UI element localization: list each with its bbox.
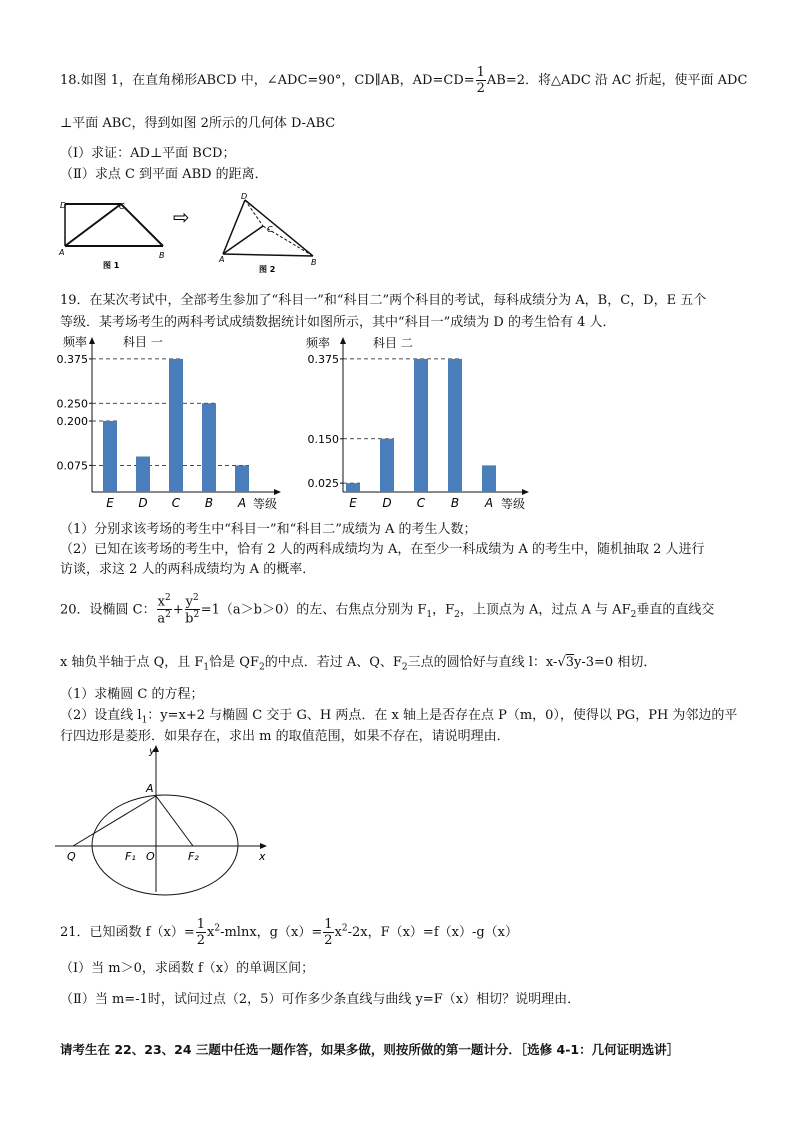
- x-tick-label-A: A: [237, 496, 247, 510]
- bar-A: [482, 465, 496, 492]
- fraction-y2-b2: $\frac{y^2}{b^2}$: [185, 593, 200, 627]
- fig2-label-B: B: [311, 258, 317, 267]
- sqrt-symbol: √3: [557, 655, 575, 670]
- q18-part1: （Ⅰ）求证：AD⊥平面 BCD；: [60, 146, 236, 161]
- point-label-O: O: [146, 850, 155, 863]
- fig1-label-B: B: [159, 251, 165, 260]
- bar-A: [235, 465, 249, 492]
- point-label-Q: Q: [67, 850, 76, 863]
- point-label-F2: F₂: [188, 850, 199, 863]
- chart2-title: 科目 二: [373, 336, 413, 350]
- y-tick-label: 0.200: [56, 415, 88, 428]
- x-tick-label-C: C: [171, 496, 181, 510]
- x-tick-label-B: B: [450, 496, 460, 510]
- q18-part2: （Ⅱ）求点 C 到平面 ABD 的距离．: [60, 167, 268, 182]
- arrow-icon: ⇨: [173, 205, 190, 229]
- bar-D: [380, 439, 394, 492]
- x-tick-label-C: C: [416, 496, 426, 510]
- q19-part2a: （2）已知在该考场的考生中，恰有 2 人的两科成绩均为 A，在至少一科成绩为 A 的考生中，随机抽取 2 人进行: [60, 542, 705, 557]
- chart2-xlabel: 等级: [501, 497, 526, 511]
- chart1-title: 科目 一: [123, 335, 163, 349]
- axis-label-y: y: [149, 746, 155, 757]
- fig2-label-A: A: [219, 255, 225, 264]
- figure-2: [218, 192, 317, 274]
- q20-line2: x 轴负半轴于点 Q，且 $F_1$恰是 $QF_2$的中点．若过 A、Q、$F_2$三点的圆恰好与直线 l：x-√3y-3=0 相切．: [60, 655, 657, 673]
- chart2-ylabel: 频率: [306, 336, 331, 350]
- x-tick-label-D: D: [138, 496, 148, 510]
- q18-line2: ⊥平面 ABC，得到如图 2所示的几何体 D-ABC: [60, 116, 336, 131]
- bar-E: [103, 421, 117, 492]
- q19-part1: （1）分别求该考场的考生中“科目一”和“科目二”成绩为 A 的考生人数；: [60, 522, 477, 537]
- y-tick-label: 0.075: [56, 459, 88, 473]
- fig1-label-D: D: [60, 201, 67, 210]
- q19-part2b: 访谈，求这 2 人的两科成绩均为 A 的概率．: [60, 562, 316, 577]
- x-tick-label-A: A: [484, 496, 494, 510]
- q20-line1: 20．设椭圆 C： $\frac{x^2}{a^2}$ + $\frac{y^2}{b^2}$ =1（a＞b＞0）的左、右焦点分别为 $F_1$，$F_2$，上顶点为 A，过点 A 与 $AF_2$垂直的直线交: [60, 593, 715, 627]
- q21-part1: （Ⅰ）当 m＞0，求函数 f（x）的单调区间；: [60, 961, 315, 976]
- point-label-A: A: [146, 782, 154, 795]
- y-tick-label: 0.250: [56, 397, 88, 411]
- q18-figures: [55, 190, 335, 280]
- fig1-label-A: A: [59, 248, 65, 257]
- y-tick-label: 0.375: [307, 352, 339, 366]
- q20-part2b: 行四边形是菱形．如果存在，求出 m 的取值范围，如果不存在，请说明理由．: [60, 729, 510, 744]
- bar-B: [202, 403, 216, 492]
- q20-part2a: （2）设直线 $l_1$：y=x+2 与椭圆 C 交于 G、H 两点．在 x 轴上是否存在点 P（m，0），使得以 PG，PH 为邻边的平: [60, 708, 738, 726]
- x-tick-label-E: E: [349, 496, 357, 510]
- q19-line2: 等级．某考场考生的两科考试成绩数据统计如图所示，其中“科目一”成绩为 D 的考生恰有 4 人．: [60, 315, 616, 330]
- fig1-caption: 图 1: [103, 261, 120, 270]
- point-label-F1: F₁: [125, 850, 136, 863]
- ellipse-figure: [55, 742, 285, 902]
- fig2-label-D: D: [241, 192, 248, 201]
- fraction-x2-a2: $\frac{x^2}{a^2}$: [157, 593, 171, 627]
- fraction: $\frac{1}{2}$: [476, 65, 485, 96]
- y-axis-arrow: [89, 337, 95, 344]
- bar-C: [414, 359, 428, 492]
- chart-subject-1: [55, 330, 300, 515]
- q21-part2: （Ⅱ）当 m=-1时，试问过点（2，5）可作多少条直线与曲线 y=F（x）相切？说明理由．: [60, 992, 581, 1007]
- q18-line1: 18.如图 1，在直角梯形ABCD 中，∠ADC=90°，CD∥AB，AD=CD= $\frac{1}{2}$ AB=2．将△ADC 沿 AC 折起，使平面 ADC: [60, 65, 748, 96]
- q19-line1: 19．在某次考试中，全部考生参加了“科目一”和“科目二”两个科目的考试，每科成绩分为 A，B，C，D，E 五个: [60, 293, 707, 308]
- x-tick-label-B: B: [204, 496, 214, 510]
- x-tick-label-D: D: [382, 496, 392, 510]
- fraction-half: $\frac{1}{2}$: [324, 917, 333, 948]
- figure-1: [58, 201, 165, 270]
- chart-subject-2: [300, 330, 545, 515]
- chart1-ylabel: 频率: [63, 335, 88, 349]
- x-axis-arrow: [522, 489, 529, 495]
- fig2-label-C: C: [267, 225, 273, 234]
- bar-B: [448, 359, 462, 492]
- y-tick-label: 0.150: [307, 432, 339, 446]
- axis-label-x: x: [259, 850, 266, 863]
- fig2-caption: 图 2: [259, 265, 276, 274]
- y-tick-label: 0.025: [307, 477, 339, 491]
- footer-instruction: 请考生在 22、23、24 三题中任选一题作答，如果多做，则按所做的第一题计分．［选修 4-1：几何证明选讲］: [60, 1042, 680, 1057]
- x-axis-arrow: [274, 489, 281, 495]
- y-axis-arrow: [340, 337, 346, 344]
- fraction-half: $\frac{1}{2}$: [196, 917, 205, 948]
- q21-line1: 21．已知函数 f（x）= $\frac{1}{2}$ $x^2$-mlnx，g（x）= $\frac{1}{2}$ $x^2-2x$，F（x）=f（x）-g（x）: [60, 917, 519, 948]
- bar-D: [136, 457, 150, 493]
- fig1-label-C: C: [119, 202, 125, 211]
- bar-E: [346, 483, 360, 492]
- chart1-xlabel: 等级: [253, 497, 278, 511]
- y-tick-label: 0.375: [56, 352, 88, 366]
- q20-part1: （1）求椭圆 C 的方程；: [60, 687, 204, 702]
- bar-C: [169, 359, 183, 492]
- x-tick-label-E: E: [106, 496, 114, 510]
